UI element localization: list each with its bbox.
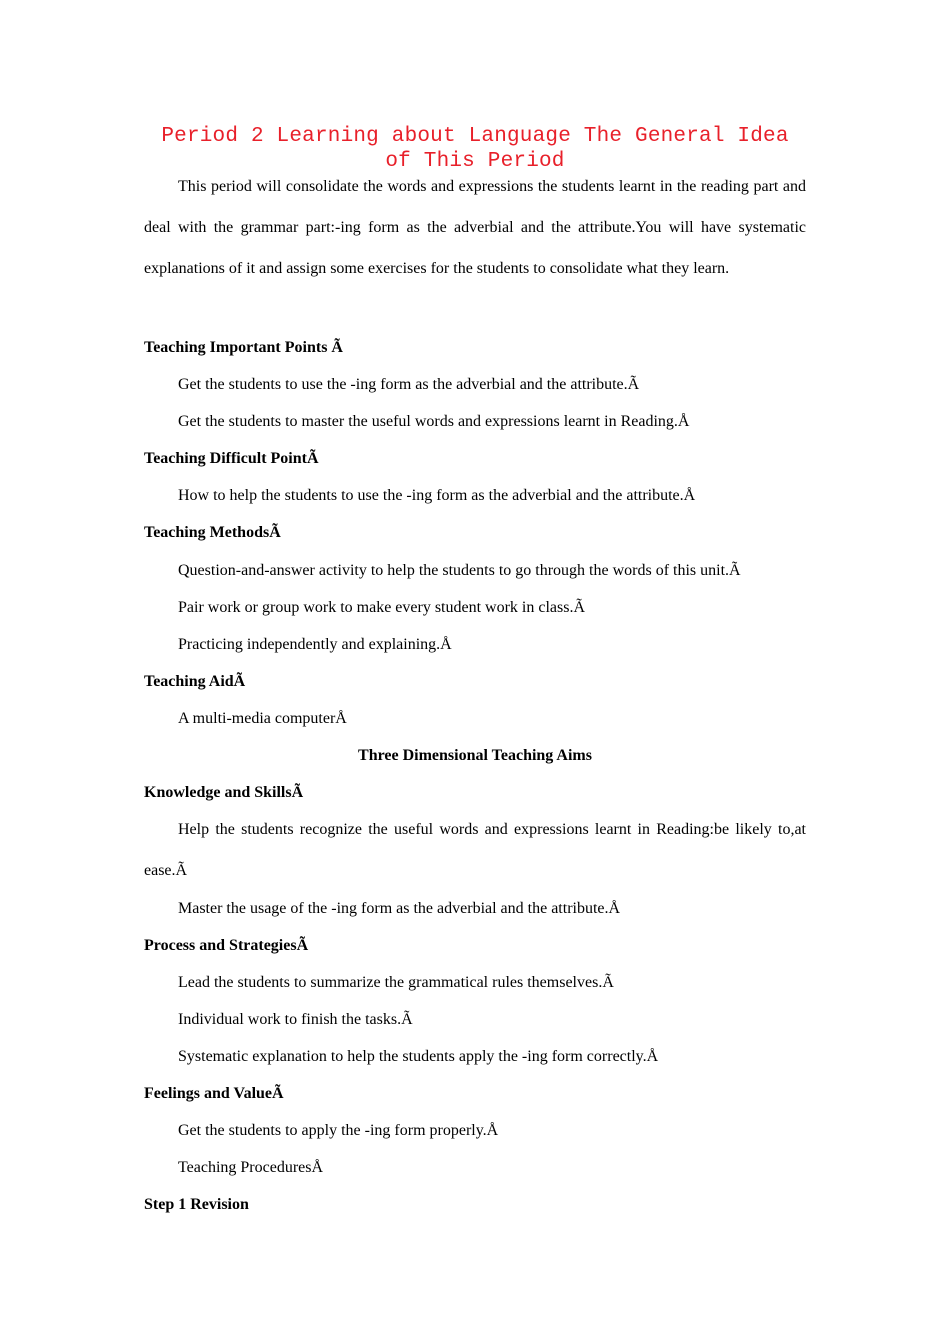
intro-paragraph: This period will consolidate the words and expressions the students learnt in the reading part and deal with the grammar part:-ing form as the adverbial and the attribute.You will have systematic explanations of it and assign some exercises for the students to consolidate what they learn.	[144, 178, 806, 277]
heading-process-strategies: Process and StrategiesÃ	[144, 937, 309, 954]
list-item: Systematic explanation to help the students apply the -ing form correctly.Å	[178, 1048, 659, 1065]
list-item: A multi-media computerÅ	[178, 710, 347, 727]
list-item: Get the students to master the useful words and expressions learnt in Reading.Å	[178, 413, 690, 430]
list-item: Master the usage of the -ing form as the adverbial and the attribute.Å	[178, 900, 621, 917]
heading-knowledge-skills: Knowledge and SkillsÃ	[144, 784, 304, 801]
list-item: Pair work or group work to make every student work in class.Ã	[178, 599, 586, 616]
list-item: Teaching ProceduresÅ	[178, 1159, 324, 1176]
heading-feelings-value: Feelings and ValueÃ	[144, 1085, 284, 1102]
list-item: Individual work to finish the tasks.Ã	[178, 1011, 413, 1028]
section-heading-teaching-aims: Three Dimensional Teaching Aims	[358, 747, 592, 764]
heading-teaching-aid: Teaching AidÃ	[144, 673, 246, 690]
list-item: Lead the students to summarize the grammatical rules themselves.Ã	[178, 974, 614, 991]
list-item: Get the students to use the -ing form as the adverbial and the attribute.Ã	[178, 376, 640, 393]
heading-difficult-point: Teaching Difficult PointÃ	[144, 450, 319, 467]
list-item: How to help the students to use the -ing form as the adverbial and the attribute.Å	[178, 487, 696, 504]
list-item: Get the students to apply the -ing form properly.Å	[178, 1122, 499, 1139]
page-title: Period 2 Learning about Language The General Idea of This Period	[161, 125, 789, 173]
heading-step-1: Step 1 Revision	[144, 1196, 249, 1213]
list-item: Help the students recognize the useful words and expressions learnt in Reading:be likely to,at ease.Ã	[144, 821, 806, 879]
heading-teaching-methods: Teaching MethodsÃ	[144, 524, 281, 541]
heading-important-points: Teaching Important Points Ã	[144, 339, 343, 356]
list-item: Practicing independently and explaining.Å	[178, 636, 452, 653]
list-item: Question-and-answer activity to help the students to go through the words of this unit.Ã	[178, 562, 741, 579]
